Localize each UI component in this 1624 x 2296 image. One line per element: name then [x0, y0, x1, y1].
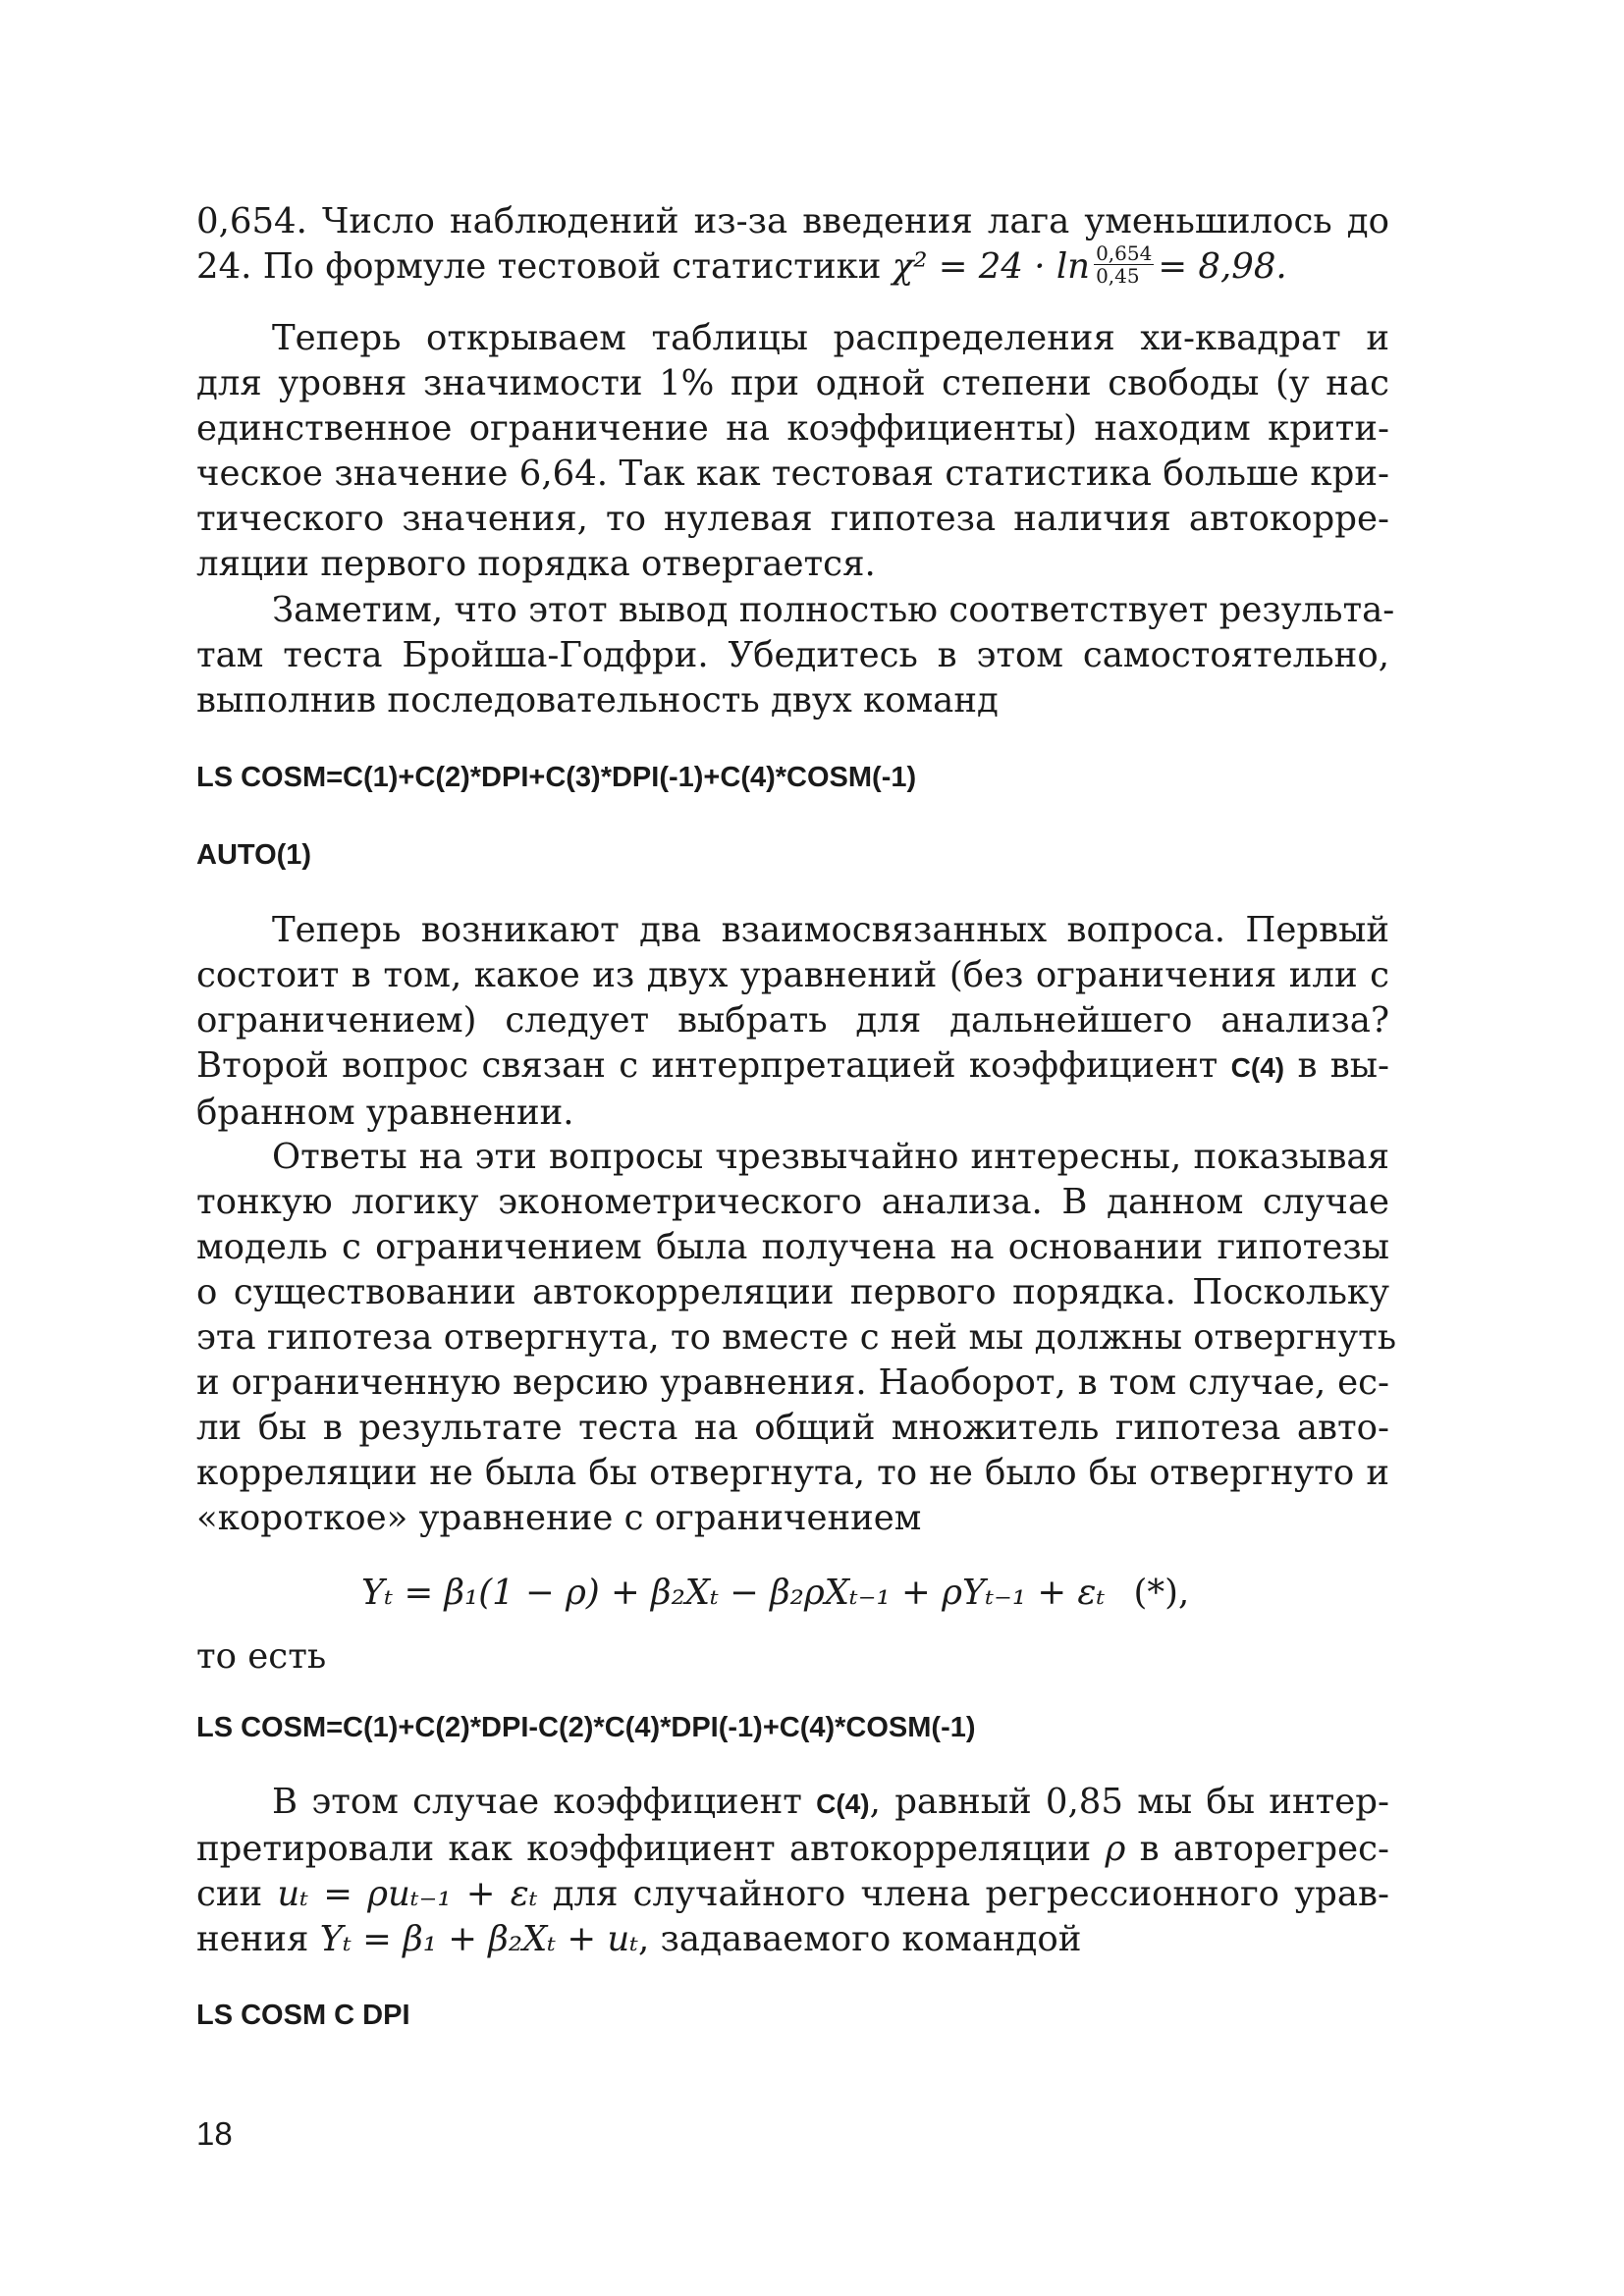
text-segment: , задаваемого командой [637, 1919, 1082, 1959]
page-number: 18 [196, 2115, 233, 2152]
formula-result: = 8,98. [1158, 246, 1287, 287]
paragraph-interpretation [196, 1780, 1389, 1962]
paragraph-continuation [196, 199, 1389, 291]
text-segment: 24. По формуле тестовой статистики [196, 246, 882, 287]
text-segment: В этом случае коэффициент [272, 1782, 802, 1822]
text-line: бранном уравнении. [196, 1093, 574, 1133]
text-line [196, 1780, 1389, 1827]
text-segment: Второй вопрос связан с интерпретацией коэффициент [196, 1045, 1218, 1086]
text-line [196, 1043, 1389, 1091]
equation-star [361, 1573, 1189, 1613]
text-line: ли бы в результате теста на общий множитель гипотеза авто- [196, 1408, 1389, 1448]
rho-symbol: ρ [1105, 1829, 1126, 1869]
equation-body: Yₜ = β₁(1 − ρ) + β₂Xₜ − β₂ρXₜ₋₁ + ρYₜ₋₁ + εₜ [361, 1573, 1106, 1613]
text-line: Ответы на эти вопросы чрезвычайно интересны, показывая [272, 1137, 1389, 1177]
text-line: и ограниченную версию уравнения. Наоборот, в том случае, ес- [196, 1362, 1389, 1403]
paragraph-answers [196, 1135, 1397, 1541]
text-segment: нения [196, 1919, 309, 1959]
fraction-denominator: 0,45 [1096, 264, 1140, 288]
text-line: ческое значение 6,64. Так как тестовая статистика больше кри- [196, 454, 1389, 494]
code-command-auto: AUTO(1) [196, 839, 312, 871]
text-line: «короткое» уравнение с ограничением [196, 1498, 922, 1538]
inline-code: C(4) [816, 1789, 870, 1819]
text-line: ограничением) следует выбрать для дальнейшего анализа? [196, 1000, 1389, 1041]
code-command-ls-simple: LS COSM C DPI [196, 2000, 410, 2031]
code-command-ls: LS COSM=C(1)+C(2)*DPI+C(3)*DPI(-1)+C(4)*COSM(-1) [196, 762, 917, 793]
text-line: единственное ограничение на коэффициенты) находим крити- [196, 408, 1389, 449]
paragraph-to-est [196, 1634, 1389, 1680]
fraction [1094, 242, 1154, 287]
inline-code: C(4) [1230, 1052, 1285, 1083]
text-line: Теперь возникают два взаимосвязанных вопроса. Первый [272, 910, 1389, 950]
text-segment: , равный 0,85 мы бы интер- [869, 1782, 1389, 1822]
text-line: ляции первого порядка отвергается. [196, 544, 876, 584]
text-line: выполнив последовательность двух команд [196, 680, 999, 721]
text-segment: для случайного члена регрессионного урав- [552, 1874, 1389, 1914]
code-command-ls-restricted: LS COSM=C(1)+C(2)*DPI-C(2)*C(4)*DPI(-1)+C(4)*COSM(-1) [196, 1712, 976, 1743]
text-segment: в вы- [1297, 1045, 1389, 1086]
text-line: модель с ограничением была получена на основании гипотезы [196, 1227, 1389, 1267]
paragraph-chi-square-table [196, 316, 1389, 587]
text-line: корреляции не была бы отвергнута, то не было бы отвергнуто и [196, 1453, 1389, 1493]
paragraph-breusch-godfrey [196, 588, 1395, 723]
text-segment: претировали как коэффициент автокорреляции [196, 1829, 1092, 1869]
text-segment: в авторегрес- [1139, 1829, 1389, 1869]
paragraph-two-questions [196, 908, 1389, 1136]
text-line: эта гипотеза отвергнута, то вместе с ней мы должны отвергнуть [196, 1317, 1397, 1358]
text-line: состоит в том, какое из двух уравнений (без ограничения или с [196, 955, 1389, 995]
text-line: тического значения, то нулевая гипотеза наличия автокорре- [196, 499, 1389, 539]
equation-label: (*), [1133, 1573, 1190, 1613]
text-segment: сии [196, 1874, 263, 1914]
text-line [196, 1917, 1389, 1962]
text-line: Теперь открываем таблицы распределения хи-квадрат и [272, 318, 1389, 358]
ar-equation: uₜ = ρuₜ₋₁ + εₜ [277, 1874, 538, 1914]
text-line [196, 1827, 1389, 1872]
fraction-numerator: 0,654 [1096, 241, 1153, 265]
text-line: о существовании автокорреляции первого порядка. Поскольку [196, 1272, 1389, 1312]
text-line: для уровня значимости 1% при одной степени свободы (у нас [196, 363, 1389, 403]
text-line [196, 1872, 1389, 1917]
text-line: 0,654. Число наблюдений из-за введения лага уменьшилось до [196, 201, 1389, 241]
text-line: тонкую логику эконометрического анализа. В данном случае [196, 1182, 1389, 1222]
text-line: то есть [196, 1636, 327, 1677]
text-line: там теста Бройша-Годфри. Убедитесь в этом самостоятельно, [196, 635, 1389, 675]
text-line: Заметим, что этот вывод полностью соответствует результа- [272, 590, 1395, 630]
text-line-formula [196, 241, 1389, 291]
regression-equation: Yₜ = β₁ + β₂Xₜ + uₜ [319, 1919, 638, 1959]
chi-square-formula: χ² = 24 · ln [892, 246, 1091, 287]
